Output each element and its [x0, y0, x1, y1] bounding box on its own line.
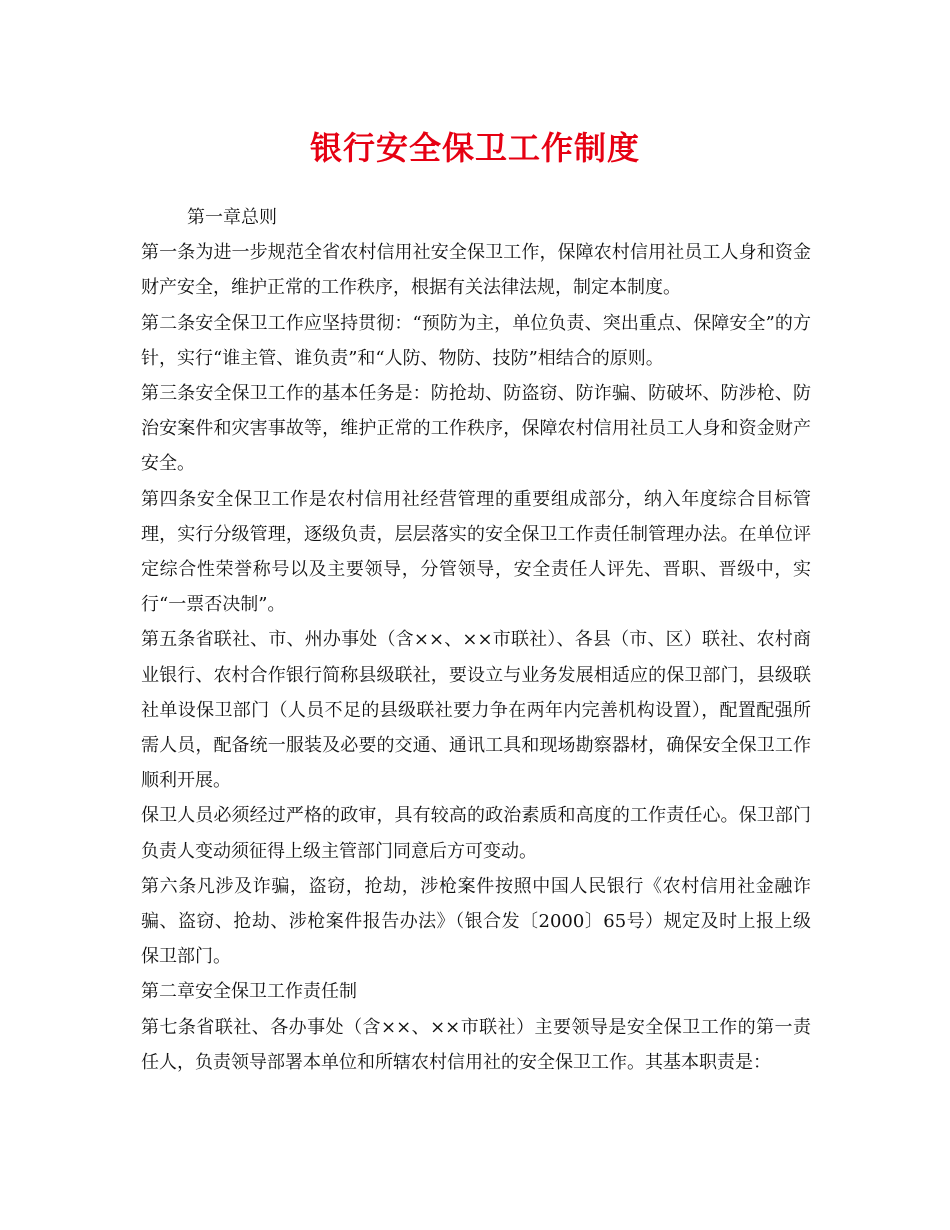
body-paragraph: 保卫人员必须经过严格的政审，具有较高的政治素质和高度的工作责任心。保卫部门负责人变动须征得上级主管部门同意后方可变动。 [141, 805, 811, 862]
chapter-heading: 第一章总则 [187, 207, 277, 228]
body-paragraph: 第四条安全保卫工作是农村信用社经营管理的重要组成部分，纳入年度综合目标管理，实行分级管理，逐级负责，层层落实的安全保卫工作责任制管理办法。在单位评定综合性荣誉称号以及主要领导，分管领导，安全责任人评先、晋职、晋级中，实行“一票否决制”。 [141, 488, 811, 616]
chapter-heading: 第二章安全保卫工作责任制 [141, 981, 357, 1003]
body-paragraph: 第六条凡涉及诈骗，盗窃，抢劫，涉枪案件按照中国人民银行《农村信用社金融诈骗、盗窃、抢劫、涉枪案件报告办法》（银合发〔2000〕65号）规定及时上报上级保卫部门。 [141, 875, 811, 968]
document-body [141, 200, 811, 1080]
body-paragraph: 第七条省联社、各办事处（含××、××市联社）主要领导是安全保卫工作的第一责任人，负责领导部署本单位和所辖农村信用社的安全保卫工作。其基本职责是： [141, 1016, 811, 1073]
document-title: 银行安全保卫工作制度 [309, 129, 640, 167]
body-paragraph: 第二条安全保卫工作应坚持贯彻：“预防为主，单位负责、突出重点、保障安全”的方针，实行“谁主管、谁负责”和“人防、物防、技防”相结合的原则。 [141, 312, 811, 369]
body-paragraph: 第三条安全保卫工作的基本任务是：防抢劫、防盗窃、防诈骗、防破坏、防涉枪、防治安案件和灾害事故等，维护正常的工作秩序，保障农村信用社员工人身和资金财产安全。 [141, 383, 811, 475]
body-paragraph: 第一条为进一步规范全省农村信用社安全保卫工作，保障农村信用社员工人身和资金财产安全，维护正常的工作秩序，根据有关法律法规，制定本制度。 [141, 242, 811, 299]
body-paragraph: 第五条省联社、市、州办事处（含××、××市联社）、各县（市、区）联社、农村商业银行、农村合作银行简称县级联社，要设立与业务发展相适应的保卫部门，县级联社单设保卫部门（人员不足的县级联社要力争在两年内完善机构设置），配置配强所需人员，配备统一服装及必要的交通、通讯工具和现场勘察器材，确保安全保卫工作顺利开展。 [141, 629, 811, 792]
